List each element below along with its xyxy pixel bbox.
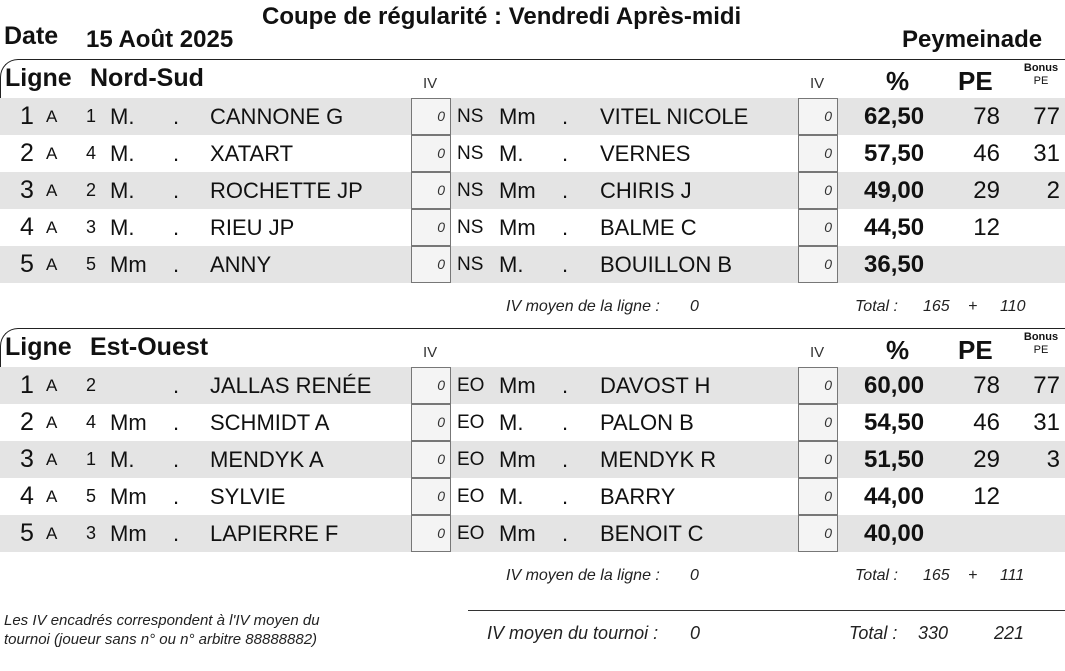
player2-civility: Mm	[499, 178, 536, 203]
total-label: Total :	[855, 567, 898, 584]
table-number: 4	[86, 412, 97, 432]
column-percent: %	[886, 66, 910, 96]
player2-name: DAVOST H	[600, 373, 711, 398]
column-pe: PE	[958, 66, 993, 96]
player1-civility: M.	[110, 447, 135, 472]
rank: 1	[20, 102, 34, 130]
player1-iv-box: 0	[411, 478, 451, 515]
rank: 4	[20, 213, 34, 241]
score-percent: 49,00	[864, 177, 925, 204]
series-letter: A	[46, 524, 58, 543]
rank: 2	[20, 139, 34, 167]
player2-iv-box: 0	[798, 515, 838, 552]
table-number: 5	[86, 486, 97, 506]
column-bonus-pe-label: PE	[1033, 75, 1049, 87]
direction: EO	[457, 449, 485, 470]
pe-points: 12	[973, 483, 1000, 510]
player2-name: PALON B	[600, 410, 694, 435]
section-ligne-label: Ligne	[5, 64, 72, 92]
pe-points: 29	[973, 446, 1000, 473]
score-percent: 44,00	[864, 483, 925, 510]
player1-dot: .	[173, 178, 180, 203]
player2-name: VERNES	[600, 141, 691, 166]
direction: EO	[457, 486, 485, 507]
total-plus: +	[968, 298, 978, 315]
club-name: Peymeinade	[902, 26, 1043, 53]
player1-iv-box: 0	[411, 172, 451, 209]
bonus-pe	[1005, 246, 1060, 283]
footer-note-line-2: tournoi (joueur sans n° ou n° arbitre 88888882)	[4, 631, 318, 648]
player1-civility: M.	[110, 178, 135, 203]
grand-total-pe: 330	[918, 623, 949, 643]
rank: 5	[20, 250, 34, 278]
series-letter: A	[46, 107, 58, 126]
player2-iv-box: 0	[798, 246, 838, 283]
player1-iv-box: 0	[411, 246, 451, 283]
series-letter: A	[46, 255, 58, 274]
score-percent: 40,00	[864, 520, 925, 547]
player2-name: BALME C	[600, 215, 697, 240]
score-percent: 62,50	[864, 103, 925, 130]
player1-name: XATART	[210, 141, 294, 166]
bonus-pe: 2	[1046, 177, 1060, 204]
player1-civility: Mm	[110, 252, 147, 277]
player1-name: RIEU JP	[210, 215, 295, 240]
player2-dot: .	[562, 178, 569, 203]
player1-name: SYLVIE	[210, 484, 286, 509]
table-row	[0, 515, 1065, 552]
date-label: Date	[4, 22, 59, 50]
player1-civility: Mm	[110, 484, 147, 509]
player1-name: MENDYK A	[210, 447, 324, 472]
table-row	[0, 209, 1065, 246]
series-letter: A	[46, 413, 58, 432]
pe-points: 46	[973, 409, 1000, 436]
player2-name: CHIRIS J	[600, 178, 692, 203]
pe-points: 46	[973, 140, 1000, 167]
player2-iv-box: 0	[798, 441, 838, 478]
date-value: 15 Août 2025	[86, 26, 234, 53]
column-iv-2: IV	[810, 344, 825, 361]
bonus-pe: 31	[1033, 409, 1060, 436]
player2-iv-box: 0	[798, 98, 838, 135]
score-percent: 54,50	[864, 409, 925, 436]
player1-iv-box: 0	[411, 135, 451, 172]
player2-iv-box: 0	[798, 367, 838, 404]
rank: 1	[20, 371, 34, 399]
player1-name: CANNONE G	[210, 104, 344, 129]
table-row	[0, 441, 1065, 478]
player2-name: MENDYK R	[600, 447, 717, 472]
pe-points: 78	[973, 372, 1000, 399]
column-bonus-label: Bonus	[1023, 331, 1059, 343]
player1-iv-box: 0	[411, 404, 451, 441]
player1-dot: .	[173, 484, 180, 509]
player2-iv-box: 0	[798, 404, 838, 441]
direction: EO	[457, 375, 485, 396]
player2-dot: .	[562, 104, 569, 129]
section-name: Est-Ouest	[90, 333, 209, 361]
player2-dot: .	[562, 447, 569, 472]
player2-dot: .	[562, 141, 569, 166]
player1-civility: M.	[110, 215, 135, 240]
pe-points: 29	[973, 177, 1000, 204]
player1-dot: .	[173, 104, 180, 129]
player1-iv-box: 0	[411, 367, 451, 404]
player2-civility: M.	[499, 410, 524, 435]
table-row	[0, 135, 1065, 172]
total-pe: 165	[923, 298, 950, 315]
series-letter: A	[46, 144, 58, 163]
pe-points	[950, 515, 1000, 552]
player2-iv-box: 0	[798, 209, 838, 246]
column-percent: %	[886, 335, 910, 365]
bonus-pe: 3	[1046, 446, 1060, 473]
player1-iv-box: 0	[411, 98, 451, 135]
player2-civility: M.	[499, 484, 524, 509]
table-number: 3	[86, 523, 97, 543]
player2-name: BARRY	[600, 484, 676, 509]
column-bonus	[1020, 62, 1062, 88]
direction: NS	[457, 106, 484, 127]
player1-name: ANNY	[210, 252, 272, 277]
player2-civility: Mm	[499, 521, 536, 546]
score-percent: 57,50	[864, 140, 925, 167]
direction: NS	[457, 217, 484, 238]
direction: EO	[457, 412, 485, 433]
player1-name: LAPIERRE F	[210, 521, 339, 546]
direction: NS	[457, 143, 484, 164]
player1-dot: .	[173, 252, 180, 277]
player1-civility: Mm	[110, 521, 147, 546]
player2-name: BOUILLON B	[600, 252, 733, 277]
player2-civility: M.	[499, 141, 524, 166]
player2-dot: .	[562, 521, 569, 546]
series-letter: A	[46, 181, 58, 200]
bonus-pe	[1005, 515, 1060, 552]
table-number: 1	[86, 449, 97, 469]
table-row	[0, 367, 1065, 404]
series-letter: A	[46, 218, 58, 237]
rank: 3	[20, 445, 34, 473]
player1-dot: .	[173, 141, 180, 166]
player2-dot: .	[562, 484, 569, 509]
player2-civility: Mm	[499, 447, 536, 472]
total-bonus: 111	[1000, 567, 1025, 584]
player2-iv-box: 0	[798, 135, 838, 172]
table-number: 1	[86, 106, 97, 126]
total-pe: 165	[923, 567, 950, 584]
column-pe: PE	[958, 335, 993, 365]
iv-moyen-ligne-label: IV moyen de la ligne :	[506, 298, 660, 315]
player2-dot: .	[562, 373, 569, 398]
total-plus: +	[968, 567, 978, 584]
column-bonus-pe-label: PE	[1033, 344, 1049, 356]
player2-dot: .	[562, 410, 569, 435]
total-label: Total :	[855, 298, 898, 315]
player2-iv-box: 0	[798, 478, 838, 515]
bonus-pe: 31	[1033, 140, 1060, 167]
table-row	[0, 172, 1065, 209]
column-iv-1: IV	[423, 344, 438, 361]
player2-name: BENOIT C	[600, 521, 704, 546]
player1-name: ROCHETTE JP	[210, 178, 363, 203]
player1-dot: .	[173, 373, 180, 398]
score-percent: 51,50	[864, 446, 925, 473]
page-title: Coupe de régularité : Vendredi Après-midi	[262, 3, 742, 30]
series-letter: A	[46, 487, 58, 506]
table-number: 4	[86, 143, 97, 163]
rank: 5	[20, 519, 34, 547]
column-bonus-label: Bonus	[1023, 62, 1059, 74]
player1-iv-box: 0	[411, 515, 451, 552]
player2-civility: Mm	[499, 215, 536, 240]
iv-moyen-ligne-value: 0	[690, 298, 699, 315]
player2-dot: .	[562, 215, 569, 240]
bonus-pe: 77	[1033, 103, 1060, 130]
section-ligne-label: Ligne	[5, 333, 72, 361]
direction: NS	[457, 180, 484, 201]
rank: 4	[20, 482, 34, 510]
player1-dot: .	[173, 521, 180, 546]
bonus-pe	[1005, 478, 1060, 515]
player1-civility: M.	[110, 141, 135, 166]
footer-note-line-1: Les IV encadrés correspondent à l'IV moyen du	[4, 612, 320, 629]
grand-total-label: Total :	[849, 623, 898, 643]
player2-civility: Mm	[499, 104, 536, 129]
player2-dot: .	[562, 252, 569, 277]
total-bonus: 110	[1000, 298, 1026, 315]
direction: EO	[457, 523, 485, 544]
direction: NS	[457, 254, 484, 275]
rank: 2	[20, 408, 34, 436]
table-number: 5	[86, 254, 97, 274]
table-row	[0, 246, 1065, 283]
pe-points	[950, 246, 1000, 283]
player1-name: SCHMIDT A	[210, 410, 330, 435]
player1-dot: .	[173, 410, 180, 435]
rank: 3	[20, 176, 34, 204]
player1-name: JALLAS RENÉE	[210, 373, 372, 398]
player1-dot: .	[173, 447, 180, 472]
pe-points: 78	[973, 103, 1000, 130]
iv-moyen-ligne-label: IV moyen de la ligne :	[506, 567, 660, 584]
column-iv-2: IV	[810, 75, 825, 92]
player2-iv-box: 0	[798, 172, 838, 209]
player1-dot: .	[173, 215, 180, 240]
pe-points: 12	[973, 214, 1000, 241]
table-row	[0, 404, 1065, 441]
score-percent: 60,00	[864, 372, 925, 399]
player2-civility: M.	[499, 252, 524, 277]
grand-total-bonus: 221	[994, 623, 1025, 643]
section-name: Nord-Sud	[90, 64, 204, 92]
player2-name: VITEL NICOLE	[600, 104, 749, 129]
player1-civility: Mm	[110, 410, 147, 435]
table-number: 2	[86, 180, 97, 200]
player2-civility: Mm	[499, 373, 536, 398]
table-number: 2	[86, 375, 97, 395]
column-iv-1: IV	[423, 75, 438, 92]
column-bonus	[1020, 331, 1062, 357]
bonus-pe	[1005, 209, 1060, 246]
iv-moyen-tournoi-label: IV moyen du tournoi :	[487, 623, 659, 643]
player1-civility: M.	[110, 104, 135, 129]
iv-moyen-ligne-value: 0	[690, 567, 699, 584]
table-row	[0, 478, 1065, 515]
iv-moyen-tournoi-value: 0	[690, 623, 701, 643]
player1-iv-box: 0	[411, 441, 451, 478]
series-letter: A	[46, 450, 58, 469]
score-percent: 36,50	[864, 251, 925, 278]
series-letter: A	[46, 376, 58, 395]
player1-iv-box: 0	[411, 209, 451, 246]
table-number: 3	[86, 217, 97, 237]
score-percent: 44,50	[864, 214, 925, 241]
table-row	[0, 98, 1065, 135]
bonus-pe: 77	[1033, 372, 1060, 399]
footer-divider	[468, 610, 1065, 611]
